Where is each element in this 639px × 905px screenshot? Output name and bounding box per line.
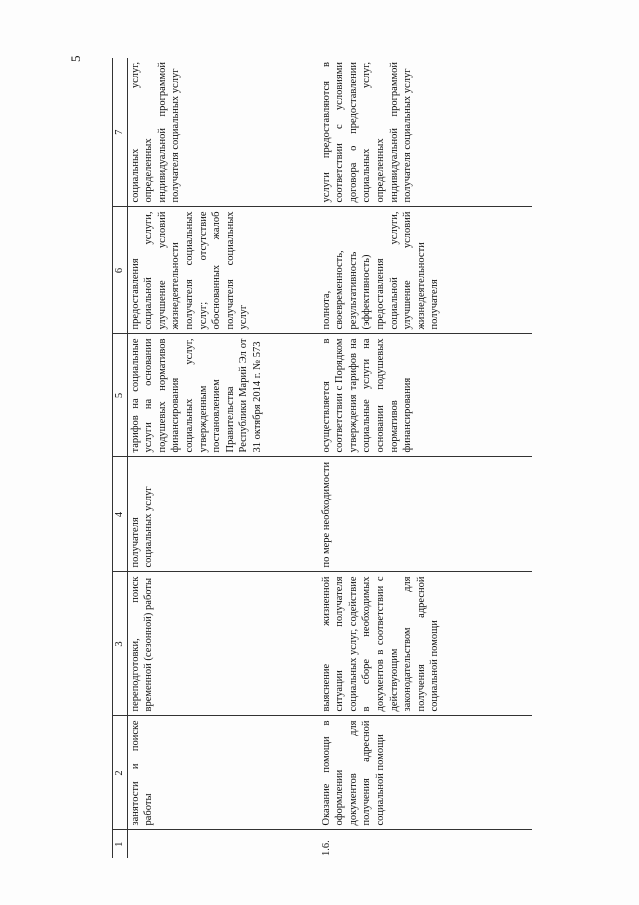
header-cell-6: 6 [113,207,128,334]
service-name: занятости и поиске работы [127,716,319,830]
service-content: выяснение жизненной ситуации получателя социальных услуг, содействие в сборе необходимых документов в соответствии с действующим законодательством для получения адресной социальной помощи [319,572,532,716]
header-cell-5: 5 [113,334,128,457]
provision-conditions: социальных услуг, определенных индивидуальной программой получателя социальных услуг [127,58,319,207]
service-period: по мере необходимости [319,457,532,572]
services-table [112,58,532,858]
provision-conditions: услуги предоставляются в соответствии с условиями договора о предоставлении социальных услуг, определенных индивидуальной программой получателя социальных услуг [319,58,532,207]
quality-indicators: полнота, своевременность, результативность (эффективность) предоставления социальной услуги, улучшение условий жизнедеятельности получателя [319,207,532,334]
header-cell-2: 2 [113,716,128,830]
service-cost: осуществляется в соответствии с Порядком утверждения тарифов на социальные услуги на основании подушевых нормативов финансирования [319,334,532,457]
row-number [127,830,319,858]
row-number: 1.6. [319,830,532,858]
service-name: Оказание помощи в оформлении документов для получения адресной социальной помощи [319,716,532,830]
service-period: получателя социальных услуг [127,457,319,572]
header-cell-7: 7 [113,58,128,207]
table-row [127,58,319,858]
table-row [319,58,532,858]
services-table-rotated [112,58,577,858]
service-cost: тарифов на социальные услуги на основании подушевых нормативов финансирования социальных услуг, утвержденным постановлением Правительства Республики Марий Эл от 31 октября 2014 г. № 573 [127,334,319,457]
table-header-row [113,58,128,858]
service-content: переподготовки, поиск временной (сезонной) работы [127,572,319,716]
header-cell-3: 3 [113,572,128,716]
quality-indicators: предоставления социальной услуги, улучшение условий жизнедеятельности получателя социальных услуг; отсутствие обоснованных жалоб получателя социальных услуг [127,207,319,334]
header-cell-1: 1 [113,830,128,858]
page-number: 5 [68,55,83,62]
header-cell-4: 4 [113,457,128,572]
